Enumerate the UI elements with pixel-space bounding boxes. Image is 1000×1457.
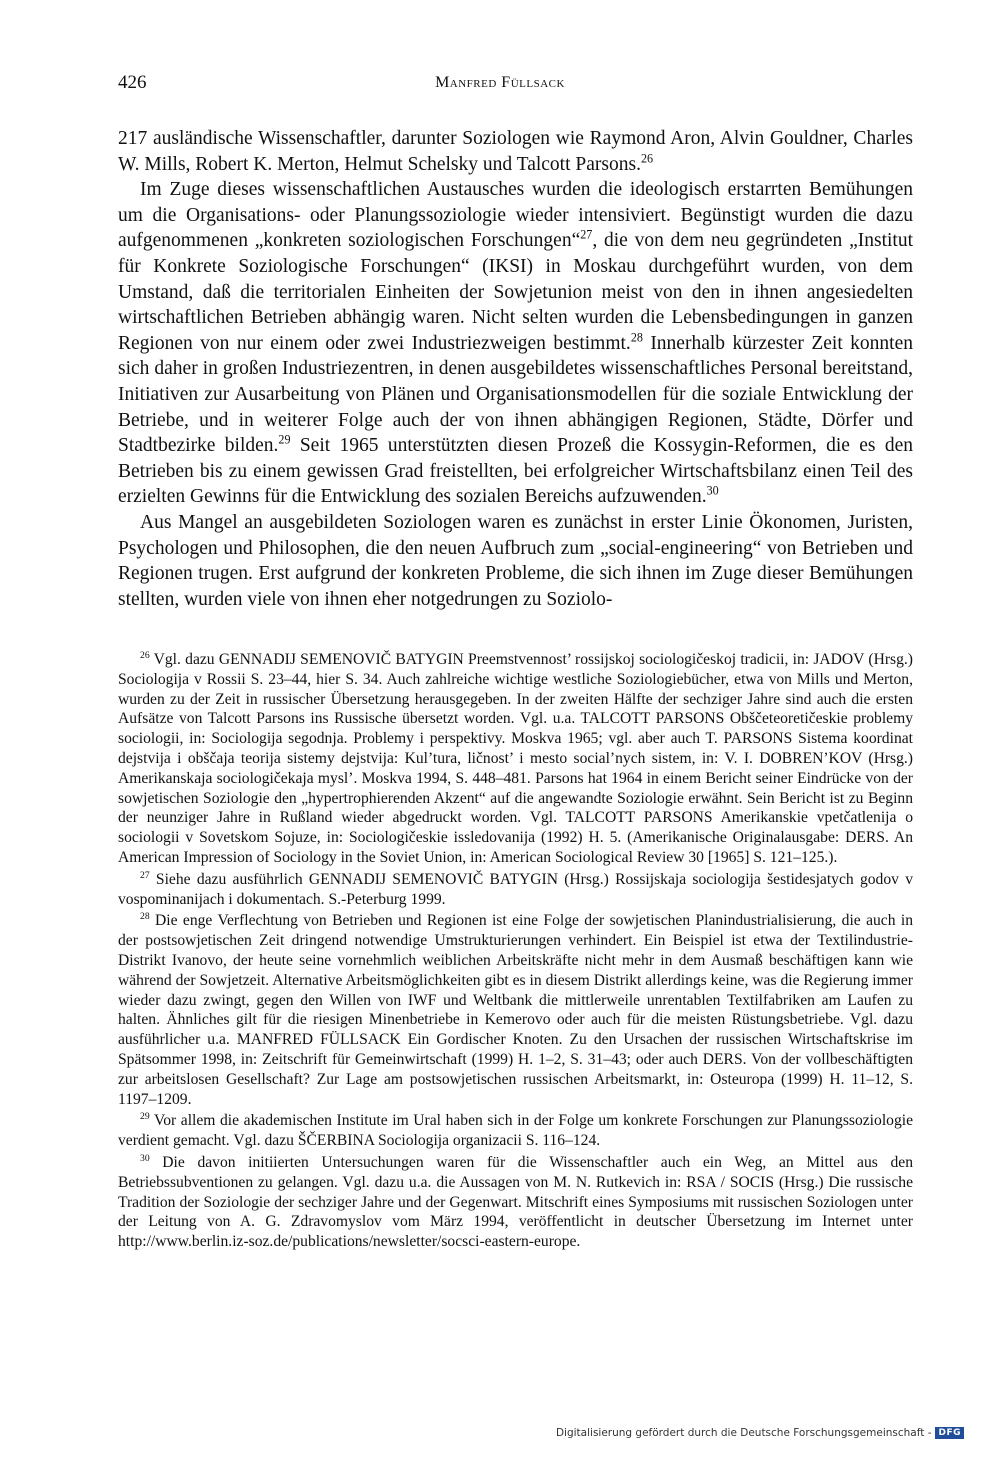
footnote-ref-26[interactable]: 26 (640, 151, 654, 166)
footnote-number: 30 (140, 1152, 150, 1164)
footnote-number: 29 (140, 1111, 150, 1123)
paragraph-2-part-b: , die von dem neu gegründeten „Institut für Konkrete Soziologische Forschungen“ (IKSI) in Moskau durchgeführt wurden, von dem Umstand, daß die territorialen Einheiten der Sowjetunion meist von den in ihnen angesiedelten wirtschaftlichen Betrieben abhängig waren. Nicht selten wurden die Lebensbedingungen in ganzen Regionen von nur einem oder zwei Industriezweigen bestimmt. (118, 230, 913, 354)
footnote-number: 28 (140, 911, 150, 923)
footnote-ref-30[interactable]: 30 (706, 483, 719, 498)
footnote-26 (118, 650, 913, 868)
paragraph-3 (118, 510, 913, 612)
footnote-text: Vgl. dazu GENNADIJ SEMENOVIČ BATYGIN Preemstvennost’ rossijskoj sociologičeskoj tradicii, in: JADOV (Hrsg.) Sociologija v Rossii S. 23–44, hier S. 34. Auch zahlreiche wichtige westliche Soziologiebücher, etwa von Mills und Merton, wurden zu der Zeit in russischer Übersetzung herausgegeben. In der zweiten Hälfte der sechziger Jahre sind auch die ersten Aufsätze von Talcott Parsons ins Russische übersetzt worden. Vgl. u.a. TALCOTT PARSONS Obščeteoretičeskie problemy sociologii, in: Sociologija segodnja. Problemy i perspektivy. Moskva 1965; vgl. aber auch T. PARSONS Sistema koordinat dejstvija i obščaja teorija sistemy dejstvija: Kul’tura, ličnost’ i mesto social’nych sistem, in: V. I. DOBRENʼKOV (Hrsg.) Amerikanskaja sociologičekaja mysl’. Moskva 1994, S. 448–481. Parsons hat 1964 in einem Bericht seiner Eindrücke von der sowjetischen Soziologie den „hypertrophierenden Akzent“ auf die angewandte Soziologie erwähnt. Sein Bericht ist zu Beginn der neunziger Jahre in Rußland wieder abgedruckt worden. Vgl. TALCOTT PARSONS Amerikanskie vpetčatlenija o sociologii v Sovetskom Sojuze, in: Sociologičeskie issledovanija (1992) H. 5. (Amerikanische Originalausgabe: DERS. An American Impression of Sociology in the Soviet Union, in: American Sociological Review 30 [1965] S. 121–125.). (118, 651, 913, 866)
footnote-29 (118, 1111, 913, 1151)
footnote-30 (118, 1153, 913, 1252)
running-head: Manfred Füllsack (435, 74, 565, 91)
footnote-text: Die enge Verflechtung von Betrieben und Regionen ist eine Folge der sowjetischen Planindustrialisierung, die auch in der postsowjetischen Zeit dringend notwendige Umstrukturierungen verhindert. Ein Beispiel ist etwa der Textilindustrie-Distrikt Ivanovo, der heute seine vornehmlich weiblichen Arbeitskräfte nicht mehr in dem Ausmaß beschäftigen kann wie während der Sowjetzeit. Alternative Arbeitsmöglichkeiten gibt es in diesem Distrikt allerdings keine, was die Regierung immer wieder dazu zwingt, gegen den Willen von IWF und Weltbank die mittlerweile unrentablen Textilfabriken am Laufen zu halten. Ähnliches gilt für die riesigen Minenbetriebe in Kemerovo oder auch für die meisten Rüstungsbetriebe. Vgl. dazu ausführlicher u.a. MANFRED FÜLLSACK Ein Gordischer Knoten. Zu den Ursachen der russischen Wirtschaftskrise im Spätsommer 1998, in: Zeitschrift für Gemeinwirtschaft (1999) H. 1–2, S. 31–43; oder auch DERS. Von der vollbeschäftigten zur arbeitslosen Gesellschaft? Zur Lage am postsowjetischen russischen Arbeitsmarkt, in: Osteuropa (1999) H. 11–12, S. 1197–1209. (118, 912, 913, 1108)
paragraph-1 (118, 126, 913, 177)
paragraph-2-part-c: Innerhalb kürzester Zeit konnten sich daher in großen Industriezentren, in denen ausgebildetes wissenschaftliches Personal bereitstand, Initiativen zur Ausarbeitung von Plänen und Organisationsmodellen für die soziale Entwicklung der Betriebe, und in weiterer Folge auch der von ihnen abhängigen Regionen, Städte, Dörfer und Stadtbezirke bilden. (118, 332, 913, 457)
footnote-ref-27[interactable]: 27 (580, 227, 593, 242)
credit-text: Digitalisierung gefördert durch die Deutsche Forschungsgemeinschaft - (555, 1427, 932, 1439)
dfg-logo: DFG (935, 1427, 964, 1439)
footnote-number: 26 (140, 649, 150, 661)
paragraph-2 (118, 177, 913, 510)
footnote-ref-29[interactable]: 29 (278, 432, 291, 447)
footnote-ref-28[interactable]: 28 (630, 330, 643, 345)
footnote-text: Vor allem die akademischen Institute im Ural haben sich in der Folge um konkrete Forschungen zur Planungssoziologie verdient gemacht. Vgl. dazu ŠČERBINA Sociologija organizacii S. 116–124. (118, 1112, 913, 1150)
digitization-credit (556, 1427, 964, 1439)
paragraph-2-part-a: Im Zuge dieses wissenschaftlichen Austausches wurden die ideologisch erstarrten Bemühungen um die Organisations- oder Planungssoziologie wieder intensiviert. Begünstigt wurden die dazu aufgenommenen „konkreten soziologischen Forschungen“ (118, 179, 913, 252)
footnote-27 (118, 870, 913, 910)
footnote-number: 27 (140, 869, 150, 881)
footnotes (118, 650, 913, 1254)
main-text (118, 126, 913, 612)
paragraph-2-part-d: Seit 1965 unterstützten diesen Prozeß die Kossygin-Reformen, die es den Betrieben bis zu einem gewissen Grad freistellten, bei erfolgreicher Wirtschaftsbilanz einen Teil des erzielten Gewinns für die Entwicklung des sozialen Bereichs aufzuwenden. (118, 435, 913, 508)
page-number: 426 (118, 72, 147, 93)
footnote-28 (118, 911, 913, 1109)
paragraph-1-text: 217 ausländische Wissenschaftler, darunter Soziologen wie Raymond Aron, Alvin Gouldner, Charles W. Mills, Robert K. Merton, Helmut Schelsky und Talcott Parsons. (118, 128, 913, 175)
footnote-text: Die davon initiierten Untersuchungen waren für die Wissenschaftler auch ein Weg, an Mittel aus den Betriebssubventionen zu gelangen. Vgl. dazu u.a. die Aussagen von M. N. Rutkevich in: RSA / SOCIS (Hrsg.) Die russische Tradition der Soziologie der sechziger Jahre und der Gegenwart. Mitschrift eines Symposiums mit russischen Soziologen unter der Leitung von A. G. Zdravomyslov vom März 1994, veröffentlicht in deutscher Übersetzung im Internet unter http://www.berlin.iz-soz.de/publications/newsletter/socsci-eastern-europe. (118, 1153, 913, 1251)
paragraph-3-text: Aus Mangel an ausgebildeten Soziologen waren es zunächst in erster Linie Ökonomen, Juristen, Psychologen und Philosophen, die den neuen Aufbruch zum „social-engineering“ von Betrieben und Regionen trugen. Erst aufgrund der konkreten Probleme, die sich ihnen im Zuge dieser Bemühungen stellten, wurden viele von ihnen eher notgedrungen zu Soziolo- (118, 511, 913, 610)
footnote-text: Siehe dazu ausführlich GENNADIJ SEMENOVIČ BATYGIN (Hrsg.) Rossijskaja sociologija šestidesjatych godov v vospominanijach i dokumentach. S.-Peterburg 1999. (118, 870, 913, 908)
